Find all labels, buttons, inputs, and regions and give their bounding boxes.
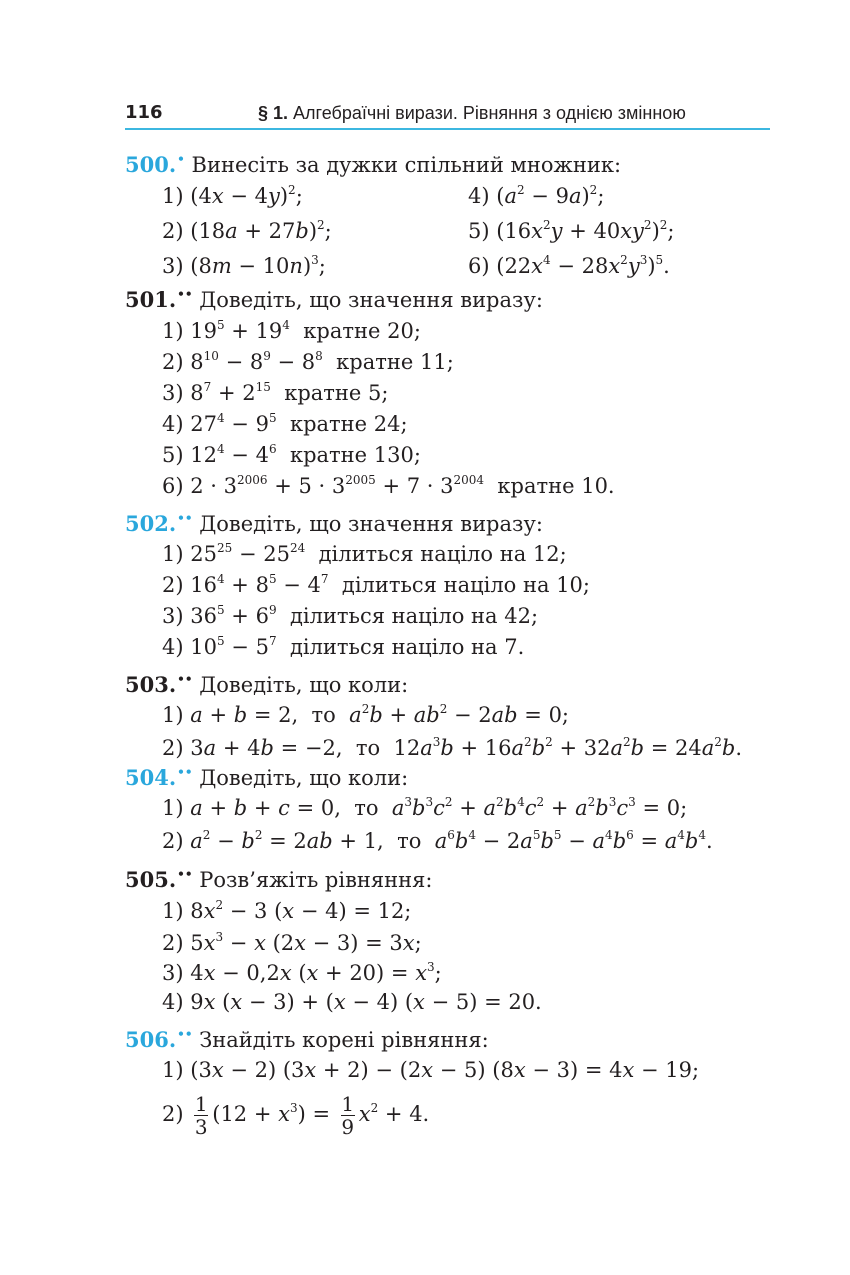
math-expression: $a^2 - b^2 = 2ab + 1$, [190,828,384,853]
item-label: 2) [162,931,184,955]
difficulty-marker: •• [177,287,193,301]
item-label: 5) [468,219,490,243]
math-expression: $12a^3b + 16a^2b^2 + 32a^2b = 24a^2b$. [393,735,743,760]
item-label: 1) [162,703,184,727]
math-expression: $(18a + 27b)^2$; [190,218,332,243]
item-label: 3) [162,254,184,278]
difficulty-marker: •• [177,1027,193,1041]
item-text: то [355,736,381,760]
problem-503 [125,672,408,697]
item-label: 1) [162,899,184,923]
problem-number: 505. [125,867,177,892]
math-expression: $8^{10} - 8^9 - 8^8$ [190,349,323,374]
exercise-item [468,254,670,278]
math-expression: $36^5 + 6^9$ [190,603,277,628]
problem-text: Знайдіть корені рівняння: [199,1028,489,1052]
math-expression: $(16x^2y + 40xy^2)^2$; [496,218,675,243]
math-expression: $a^3b^3c^2 + a^2b^4c^2 + a^2b^3c^3 = 0$; [391,795,688,820]
math-expression: $12^4 - 4^6$ [190,442,277,467]
problem-505 [125,867,432,892]
problem-text: Розв’яжіть рівняння: [199,868,433,892]
problem-number: 500. [125,152,177,177]
fraction: $\frac{1}{9}$ [341,1092,355,1139]
header-rule [125,128,770,130]
exercise-item [162,703,569,727]
problem-501 [125,287,543,312]
difficulty-marker: •• [177,511,193,525]
running-title [258,103,686,124]
problem-text: Доведіть, що коли: [199,766,409,790]
item-label: 1) [162,184,184,208]
exercise-item [162,604,538,628]
exercise-item [162,412,408,436]
problem-504 [125,765,408,790]
item-label: 2) [162,736,184,760]
item-text: кратне 5; [284,381,389,405]
difficulty-marker: •• [177,672,193,686]
item-label: 3) [162,604,184,628]
item-label: 4) [162,990,184,1014]
math-expression: $(a^2 - 9a)^2$; [496,183,605,208]
item-text: ділиться націло на 7. [289,635,525,659]
math-expression: 3a + 4b = −2, [190,736,343,760]
item-text: ділиться націло на 12; [318,542,567,566]
math-expression: $x^2 + 4$. [358,1101,430,1126]
math-expression: $25^{25} - 25^{24}$ [190,541,306,566]
math-expression: $27^4 - 9^5$ [190,411,277,436]
exercise-item [162,474,615,498]
math-expression: $5x^3 - x$ (2x − 3) = 3x; [190,930,422,955]
exercise-item [162,1058,699,1082]
item-text: ділиться націло на 42; [289,604,539,628]
math-expression: $(22x^4 - 28x^2y^3)^5$. [496,253,670,278]
item-label: 4) [468,184,490,208]
item-label: 6) [162,474,184,498]
exercise-item [162,829,713,853]
item-label: 1) [162,319,184,343]
item-label: 2) [162,829,184,853]
exercise-item [162,184,303,208]
exercise-item [162,573,590,597]
exercise-item [468,184,604,208]
item-text: то [397,829,422,853]
item-text: кратне 24; [289,412,408,436]
exercise-item [162,1093,429,1138]
item-label: 2) [162,350,184,374]
exercise-item [162,796,687,820]
problem-number: 506. [125,1027,177,1052]
fraction: $\frac{1}{3}$ [194,1092,208,1139]
item-text: кратне 10. [497,474,615,498]
math-expression: a + b + c = 0, [190,796,341,820]
math-expression: $2 \cdot 3^{2006} + 5 \cdot 3^{2005} + 7 \cdot 3^{2004}$ [190,473,485,498]
problem-text: Доведіть, що значення виразу: [199,512,543,536]
item-label: 1) [162,796,184,820]
problem-number: 504. [125,765,177,790]
problem-text: Винесіть за дужки спільний множник: [191,153,622,177]
item-label: 5) [162,443,184,467]
problem-text: Доведіть, що значення виразу: [199,288,543,312]
math-expression: $(8m - 10n)^3$; [190,253,326,278]
math-expression: $16^4 + 8^5 - 4^7$ [190,572,329,597]
item-label: 4) [162,412,184,436]
exercise-item [162,635,524,659]
exercise-item [162,990,542,1014]
item-label: 3) [162,961,184,985]
difficulty-marker: •• [177,867,193,881]
math-expression: $10^5 - 5^7$ [190,634,277,659]
exercise-item [162,350,454,374]
page-number: 116 [125,102,163,123]
item-label: 6) [468,254,490,278]
problem-text: Доведіть, що коли: [199,673,409,697]
item-label: 1) [162,1058,184,1082]
math-expression: $a^6b^4 - 2a^5b^5 - a^4b^6 = a^4b^4$. [434,828,713,853]
problem-506 [125,1027,489,1052]
problem-number: 501. [125,287,177,312]
item-label: 3) [162,381,184,405]
math-expression: a + b = 2, [190,703,299,727]
problem-number: 502. [125,511,177,536]
item-label: 4) [162,635,184,659]
exercise-item [162,961,442,985]
math-expression: $8^7 + 2^{15}$ [190,380,271,405]
item-label: 2) [162,219,184,243]
math-expression: $(12 + x^3)$ = [212,1101,331,1126]
page-header [125,100,770,130]
exercise-item [162,899,411,923]
section-mark: § 1. [258,103,289,123]
exercise-item [162,542,567,566]
exercise-item [162,931,422,955]
section-title: Алгебраїчні вирази. Рівняння з однією змінною [288,103,686,123]
problem-502 [125,511,543,536]
exercise-item [162,254,326,278]
item-text: то [354,796,379,820]
item-text: кратне 20; [303,319,421,343]
item-label: 2) [162,573,184,597]
math-expression: $19^5 + 19^4$ [190,318,290,343]
math-expression: $(4x - 4y)^2$; [190,183,303,208]
exercise-item [162,219,332,243]
item-text: кратне 130; [289,443,421,467]
item-text: ділиться націло на 10; [341,573,590,597]
item-text: кратне 11; [336,350,454,374]
math-expression: $a^2b + ab^2 - 2ab = 0$; [349,702,570,727]
item-text: то [311,703,336,727]
math-expression: $8x^2 - 3$ (x − 4) = 12; [190,898,412,923]
math-expression: 9x (x − 3) + (x − 4) (x − 5) = 20. [190,990,542,1014]
exercise-item [162,381,388,405]
difficulty-marker: • [177,152,185,166]
math-expression: (3x − 2) (3x + 2) − (2x − 5) (8x − 3) = 4x − 19; [190,1058,700,1082]
item-label: 2) [162,1102,184,1126]
difficulty-marker: •• [177,765,193,779]
item-label: 1) [162,542,184,566]
math-expression: 4x − 0,2x $(x + 20) = x^3$; [190,960,442,985]
exercise-item [468,219,674,243]
exercise-item [162,319,421,343]
exercise-item [162,443,421,467]
exercise-item [162,736,742,760]
problem-number: 503. [125,672,177,697]
problem-500 [125,152,621,177]
